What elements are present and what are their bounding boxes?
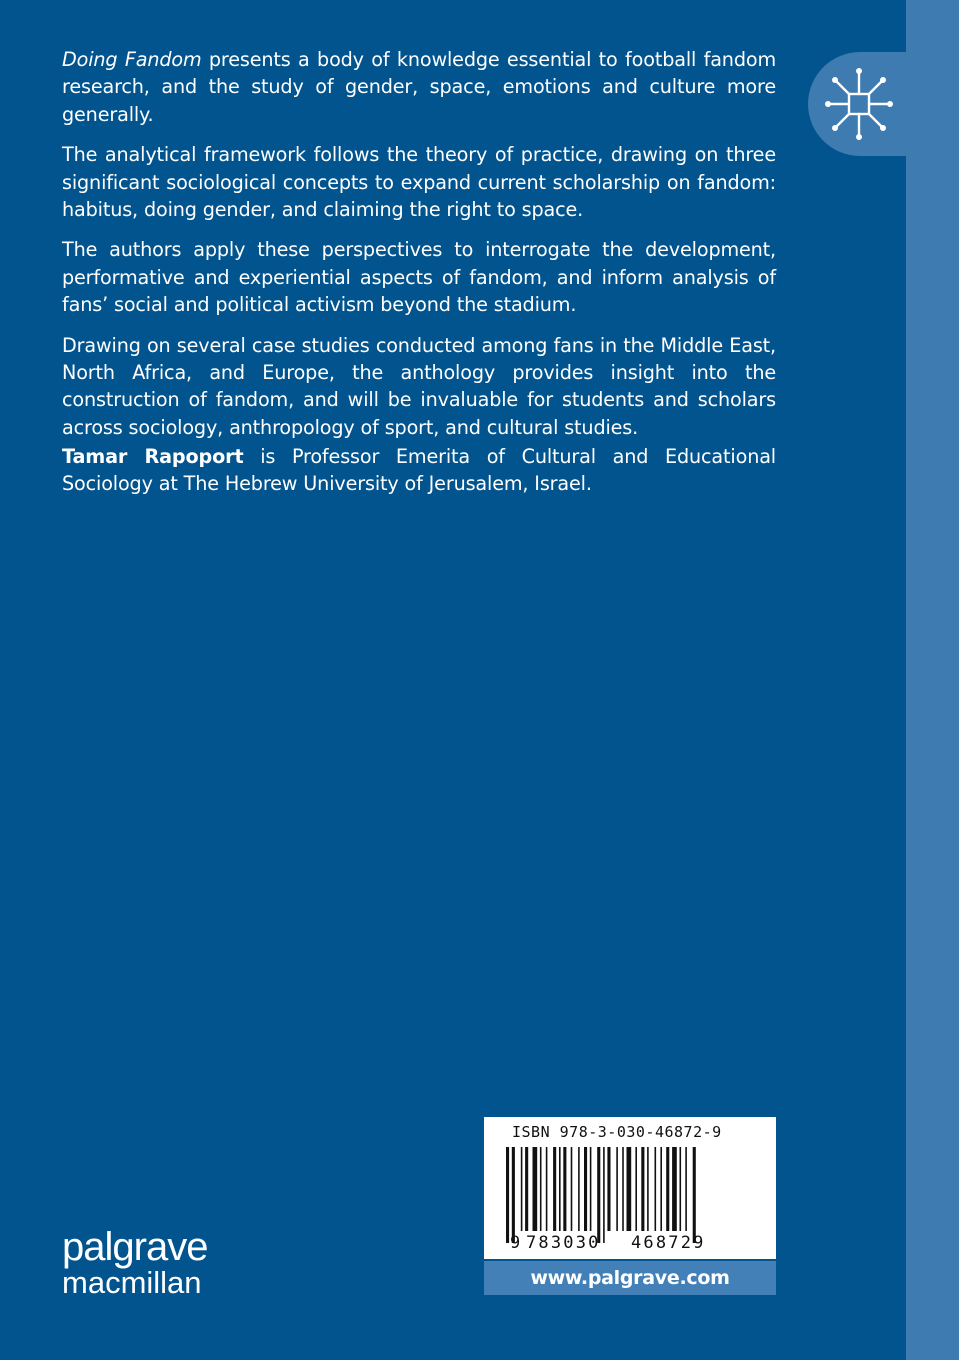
book-title-italic: Doing Fandom <box>62 48 202 71</box>
barcode-bar <box>590 1147 592 1231</box>
barcode-digit-first: 9 <box>510 1233 521 1253</box>
publisher-line-1: palgrave <box>62 1225 208 1269</box>
author-bio-paragraph <box>62 443 776 498</box>
blurb-paragraph-2: The analytical framework follows the theory of practice, drawing on three significant sociological concepts to expand current scholarship on fandom: habitus, doing gender, and claiming the right to space. <box>62 143 776 222</box>
barcode-bar <box>540 1147 542 1231</box>
author-bio <box>62 443 776 498</box>
barcode-bar <box>685 1147 687 1231</box>
barcode-bar <box>672 1147 677 1231</box>
barcode-bar <box>533 1147 538 1231</box>
website-url[interactable]: www.palgrave.com <box>484 1261 776 1295</box>
barcode-bar <box>647 1147 649 1231</box>
barcode-bar <box>559 1147 561 1231</box>
barcode-bar <box>607 1147 610 1231</box>
barcode-bar <box>597 1147 600 1243</box>
spine-logo-tab <box>808 52 908 156</box>
barcode-bar <box>660 1147 662 1231</box>
blurb-paragraph-1 <box>62 46 776 128</box>
barcode-bar <box>521 1147 523 1231</box>
barcode-bar <box>506 1147 509 1243</box>
barcode-digits-right: 468729 <box>631 1233 706 1253</box>
barcode-bar <box>693 1147 696 1243</box>
isbn-barcode <box>484 1117 776 1259</box>
barcode-bar <box>553 1147 556 1231</box>
publisher-logo <box>62 1227 207 1298</box>
barcode-bar <box>603 1147 605 1243</box>
barcode-bar <box>563 1147 566 1231</box>
barcode-bar <box>622 1147 624 1231</box>
author-bio-text: is Professor Emerita of Cultural and Educational Sociology at The Hebrew University of Jerusalem, Israel. <box>62 445 776 496</box>
back-cover-blurb <box>62 46 776 454</box>
blurb-paragraph-1-text: presents a body of knowledge essential to football fandom research, and the study of gender, space, emotions and culture more generally. <box>62 48 776 126</box>
isbn-text: ISBN 978-3-030-46872-9 <box>512 1123 722 1141</box>
barcode-bar <box>655 1147 657 1231</box>
author-name: Tamar Rapoport <box>62 445 244 468</box>
barcode-bar <box>578 1147 580 1231</box>
barcode-bar <box>584 1147 587 1231</box>
barcode-bar <box>525 1147 528 1231</box>
barcode-bar <box>616 1147 618 1231</box>
book-spine <box>906 0 959 1360</box>
barcode-bar <box>571 1147 573 1231</box>
blurb-paragraph-3: The authors apply these perspectives to interrogate the development, performative and experiential aspects of fandom, and inform analysis of fans’ social and political activism beyond the stadium. <box>62 238 776 317</box>
barcode-bar <box>641 1147 644 1231</box>
blurb-paragraph-4: Drawing on several case studies conducted among fans in the Middle East, North Africa, and Europe, the anthology provides insight into the construction of fandom, and will be invaluable for students and scholars across sociology, anthropology of sport, and cultural studies. <box>62 333 776 439</box>
barcode-bars <box>506 1147 756 1243</box>
barcode-bar <box>635 1147 637 1231</box>
barcode-bar <box>512 1147 515 1243</box>
palgrave-network-icon <box>825 66 893 142</box>
barcode-bar <box>680 1147 682 1231</box>
barcode-bar <box>627 1147 632 1231</box>
barcode-digits-left: 783030 <box>526 1233 601 1253</box>
barcode-bar <box>546 1147 548 1231</box>
publisher-line-2: macmillan <box>62 1265 202 1300</box>
barcode-bar <box>666 1147 669 1231</box>
